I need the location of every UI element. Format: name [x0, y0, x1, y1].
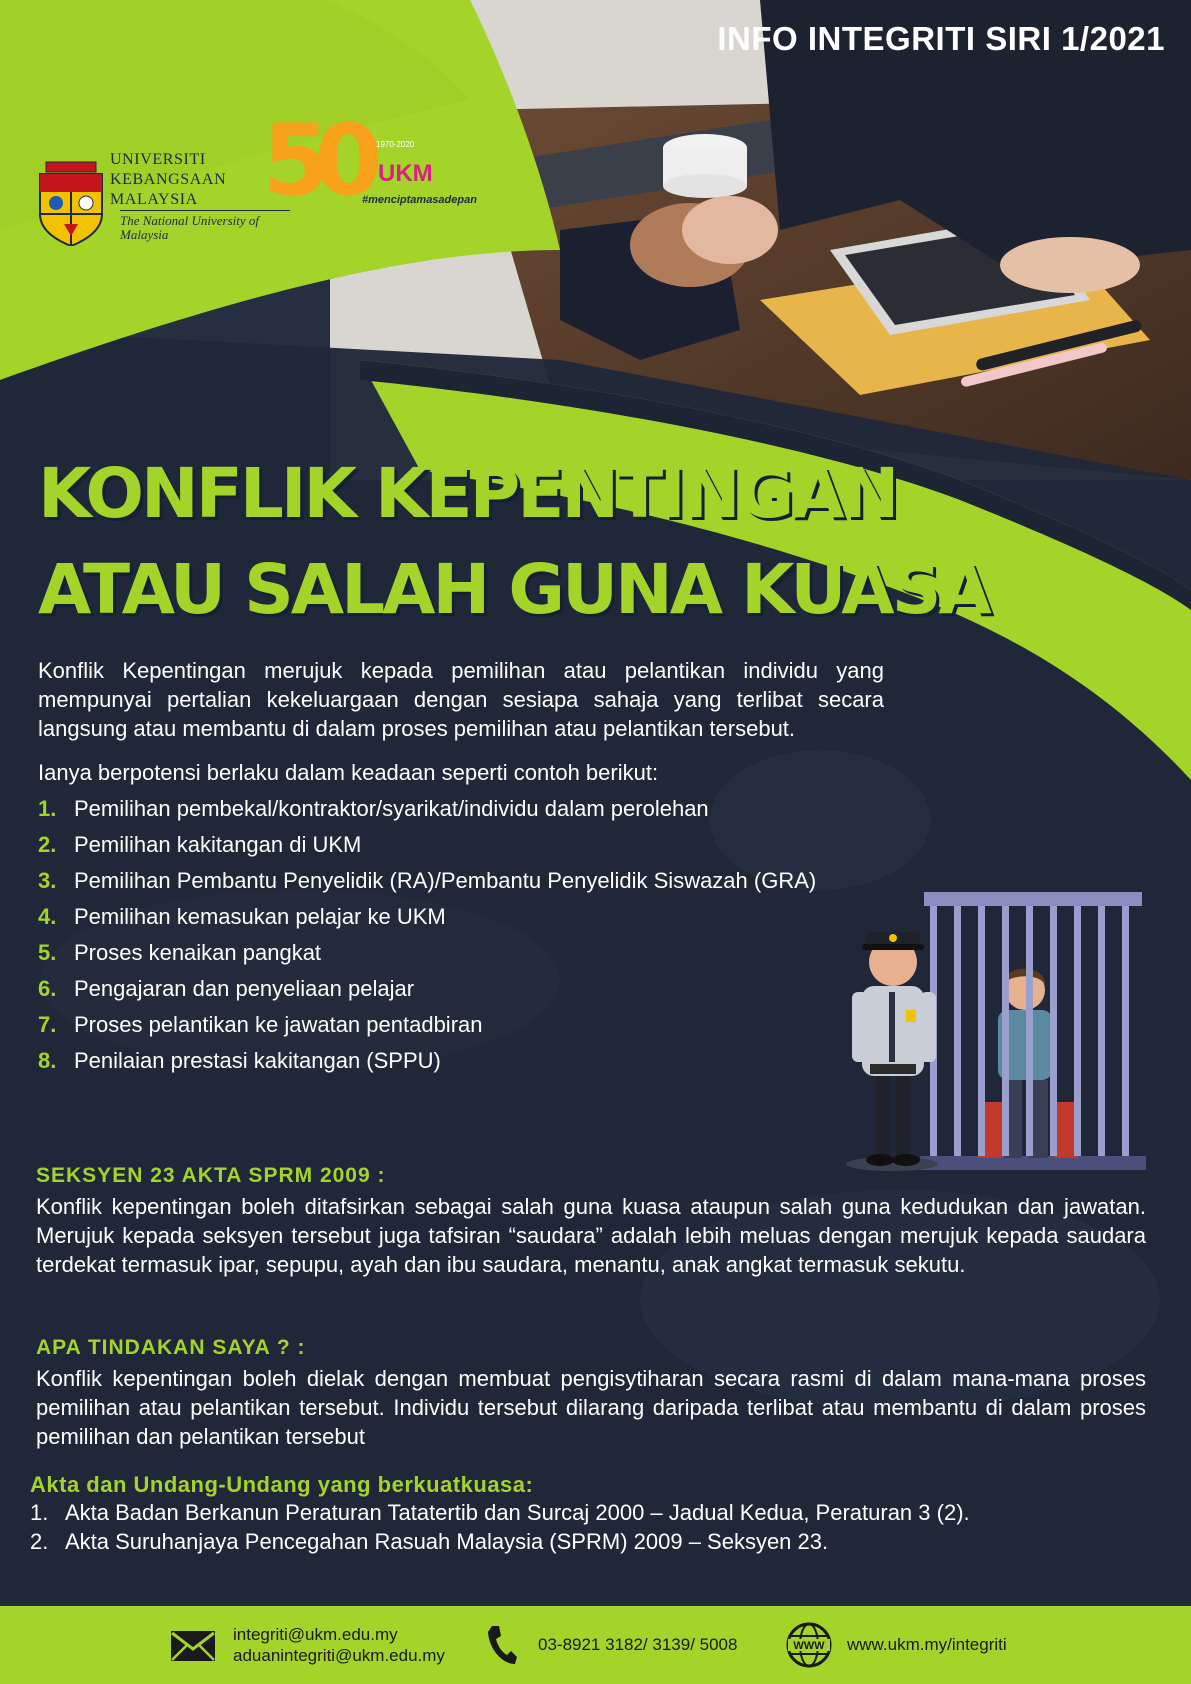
anniversary-years: 1970-2020	[376, 140, 415, 149]
examples-list	[38, 796, 816, 1084]
list-item	[30, 1500, 970, 1529]
list-number: 3.	[38, 868, 57, 893]
section-1-heading: SEKSYEN 23 AKTA SPRM 2009 :	[36, 1164, 386, 1187]
list-text: Pemilihan kemasukan pelajar ke UKM	[74, 904, 446, 929]
list-item	[38, 868, 816, 904]
list-item	[38, 940, 816, 976]
headline-line-2: ATAU SALAH GUNA KUASA	[38, 550, 989, 630]
ukm-name-line-1: UNIVERSITI	[110, 151, 206, 168]
www-label: WWW	[793, 1640, 825, 1652]
list-text: Proses pelantikan ke jawatan pentadbiran	[74, 1012, 483, 1037]
section-2-body: Konflik kepentingan boleh dielak dengan membuat pengisytiharan secara rasmi di dalam mana-mana proses pemilihan atau pelantikan tersebut. Individu tersebut dilarang daripada terlibat atau membantu di dalam proses pemilihan dan pelantikan tersebut	[36, 1366, 1146, 1449]
list-item	[38, 832, 816, 868]
anniversary-label: UKM	[378, 160, 433, 187]
list-text: Akta Suruhanjaya Pencegahan Rasuah Malaysia (SPRM) 2009 – Seksyen 23.	[65, 1529, 829, 1554]
anniversary-number: 50	[262, 104, 367, 218]
list-number: 2.	[38, 832, 57, 857]
contact-footer	[0, 1606, 1191, 1684]
section-1-body: Konflik kepentingan boleh ditafsirkan sebagai salah guna kuasa ataupun salah guna kedudukan dan jawatan. Merujuk kepada seksyen tersebut juga tafsiran “saudara” adalah lebih meluas dengan merujuk kepada saudara terdekat termasuk ipar, sepupu, ayah dan ibu saudara, menantu, anak angkat termasuk sekutu.	[36, 1194, 1146, 1277]
anniversary-hashtag: #menciptamasadepan	[362, 194, 477, 206]
laws-list	[30, 1500, 970, 1558]
list-number: 4.	[38, 904, 57, 929]
crest-icon	[36, 160, 106, 246]
website-link[interactable]: www.ukm.my/integriti	[847, 1635, 1007, 1654]
list-text: Pemilihan pembekal/kontraktor/syarikat/individu dalam perolehan	[74, 796, 709, 821]
email-block	[233, 1624, 445, 1666]
list-item	[38, 904, 816, 940]
ukm-name-line-2: KEBANGSAAN	[110, 171, 227, 188]
section-2-heading: APA TINDAKAN SAYA ? :	[36, 1336, 306, 1359]
list-number: 5.	[38, 940, 57, 965]
list-number: 6.	[38, 976, 57, 1001]
phone-number[interactable]: 03-8921 3182/ 3139/ 5008	[538, 1635, 738, 1654]
ukm-name-line-3: MALAYSIA	[110, 191, 198, 208]
list-item	[38, 796, 816, 832]
email-primary[interactable]: integriti@ukm.edu.my	[233, 1625, 398, 1644]
phone-icon	[486, 1624, 518, 1666]
guard-and-jail-illustration	[840, 892, 1156, 1174]
list-number: 8.	[38, 1048, 57, 1073]
list-item	[38, 1048, 816, 1084]
list-text: Pemilihan Pembantu Penyelidik (RA)/Pembantu Penyelidik Siswazah (GRA)	[74, 868, 817, 893]
examples-lead: Ianya berpotensi berlaku dalam keadaan seperti contoh berikut:	[38, 760, 659, 785]
headline-line-1: KONFLIK KEPENTINGAN	[38, 454, 897, 534]
list-item	[38, 976, 816, 1012]
anniversary-logo	[262, 104, 477, 222]
series-tag: INFO INTEGRITI SIRI 1/2021	[717, 20, 1165, 57]
ukm-logo	[36, 148, 260, 258]
list-number: 1.	[38, 796, 57, 821]
globe-icon	[786, 1622, 832, 1668]
ukm-subtitle: The National University of Malaysia	[120, 210, 290, 242]
list-item	[30, 1529, 970, 1558]
list-text: Akta Badan Berkanun Peraturan Tatatertib dan Surcaj 2000 – Jadual Kedua, Peraturan 3 (2).	[65, 1500, 970, 1525]
laws-heading: Akta dan Undang-Undang yang berkuatkuasa:	[30, 1472, 534, 1497]
list-text: Proses kenaikan pangkat	[74, 940, 322, 965]
ukm-name	[110, 150, 226, 210]
email-complaints[interactable]: aduanintegriti@ukm.edu.my	[233, 1646, 445, 1665]
list-item	[38, 1012, 816, 1048]
list-text: Pengajaran dan penyeliaan pelajar	[74, 976, 415, 1001]
list-number: 2.	[30, 1529, 49, 1554]
headline	[38, 446, 989, 638]
list-number: 7.	[38, 1012, 57, 1037]
list-number: 1.	[30, 1500, 49, 1525]
list-text: Penilaian prestasi kakitangan (SPPU)	[74, 1048, 441, 1073]
intro-paragraph: Konflik Kepentingan merujuk kepada pemilihan atau pelantikan individu yang mempunyai pertalian kekeluargaan dengan sesiapa sahaja yang terlibat secara langsung atau membantu di dalam proses pemilihan atau pelantikan tersebut.	[38, 658, 884, 741]
envelope-icon	[170, 1630, 216, 1662]
list-text: Pemilihan kakitangan di UKM	[74, 832, 362, 857]
